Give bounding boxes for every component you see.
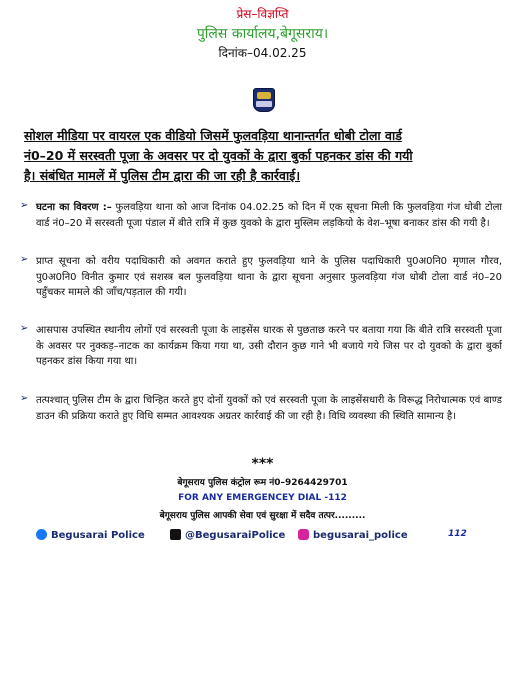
arrow-bullet-icon: ➢ [20, 393, 29, 404]
emblem-crest [257, 92, 271, 99]
bullet-body: फुलवड़िया थाना को आज दिनांक 04.02.25 को दिन में एक सूचना मिली कि फुलवड़िया गंज धोबी टोला वार्ड नं0–20 में सरस्वती पूजा पंडाल में बीते रात्रि में कुछ युवको के द्वारा मुस्लिम लड़कियो के वेश–भूषा बनाकर डांस की गयी है। [36, 202, 502, 229]
bullet-label: घटना का विवरण :– [36, 202, 112, 213]
control-room-number: बेगूसराय पुलिस कंट्रोल रूम नं0–9264429701 [177, 478, 348, 488]
arrow-bullet-icon: ➢ [20, 254, 29, 265]
instagram-label: begusarai_police [313, 530, 408, 541]
separator-stars: *** [251, 456, 274, 472]
service-tagline: बेगूसराय पुलिस आपकी सेवा एवं सुरक्षा में सदैव तत्पर......... [159, 511, 366, 521]
bullet-text [36, 200, 502, 231]
release-date: दिनांक–04.02.25 [218, 46, 307, 60]
headline-line-3: है। संबंधित मामलें में पुलिस टीम द्वारा की जा रही है कार्रवाई। [24, 168, 301, 183]
bullet-text: तत्पश्चात् पुलिस टीम के द्वारा चिन्हित करते हुए दोनों युवकों को एवं सरस्वती पूजा के लाइसेंसधारी के विरूद्ध निरोधात्मक एवं बाण्ड डाउन की प्रक्रिया कराते हुए विधि सम्मत आवश्यक अग्रतर कार्रवाई की जा रही है। विधि व्यवस्था की स्थिति सामान्य है। [36, 395, 502, 422]
twitter-label: @BegusaraiPolice [185, 530, 286, 541]
facebook-icon [36, 529, 47, 540]
arrow-bullet-icon: ➢ [20, 323, 29, 334]
instagram-handle[interactable] [298, 527, 408, 545]
instagram-icon [298, 529, 309, 540]
x-twitter-icon [170, 529, 181, 540]
emergency-dial-text: FOR ANY EMERGENCEY DIAL -112 [178, 493, 347, 503]
facebook-label: Begusarai Police [51, 530, 145, 541]
headline [24, 126, 502, 186]
emblem-band [256, 101, 272, 107]
twitter-handle[interactable] [170, 527, 285, 545]
press-release-title: प्रेस–विज्ञप्ति [236, 7, 289, 21]
headline-line-2: नं0–20 में सरस्वती पूजा के अवसर पर दो युवकों के द्वारा बुर्का पहनकर डांस की गयी [24, 148, 413, 163]
facebook-handle[interactable] [36, 527, 145, 545]
arrow-bullet-icon: ➢ [20, 200, 29, 211]
dial-112-logo-icon: 112 [448, 529, 467, 539]
social-media-bar [28, 527, 508, 545]
bullet-text: प्राप्त सूचना को वरीय पदाधिकारी को अवगत कराते हुए फुलवड़िया थाने के पुलिस पदाधिकारी पु0अ0नि0 मृणाल गौरव, पु0अ0नि0 विनीत कुमार एवं सशस्त्र बल फुलवड़िया थाना के द्वारा सूचना अनुसार फुलवड़िया गंज धोबी टोला वार्ड नं0–20 पहुँचकर मामले की जाँच/पड़ताल की गयी। [36, 256, 502, 299]
bullet-text: आसपास उपस्थित स्थानीय लोगों एवं सरस्वती पूजा के लाइसेंस धारक से पुछताछ करने पर बताया गया कि बीते रात्रि सरस्वती पूजा के अवसर पर नुक्कड़–नाटक का कार्यक्रम किया गया था, उसी दौरान कुछ गाने भी बजाये गये जिस पर दो युवको के द्वारा बुर्का पहनकर डांस किया गया था। [36, 325, 502, 368]
bihar-police-emblem-icon [253, 88, 275, 112]
headline-line-1: सोशल मीडिया पर वायरल एक वीडियो जिसमें फुलवड़िया थानान्तर्गत धोबी टोला वार्ड [24, 128, 402, 143]
office-name: पुलिस कार्यालय,बेगूसराय। [196, 26, 329, 42]
